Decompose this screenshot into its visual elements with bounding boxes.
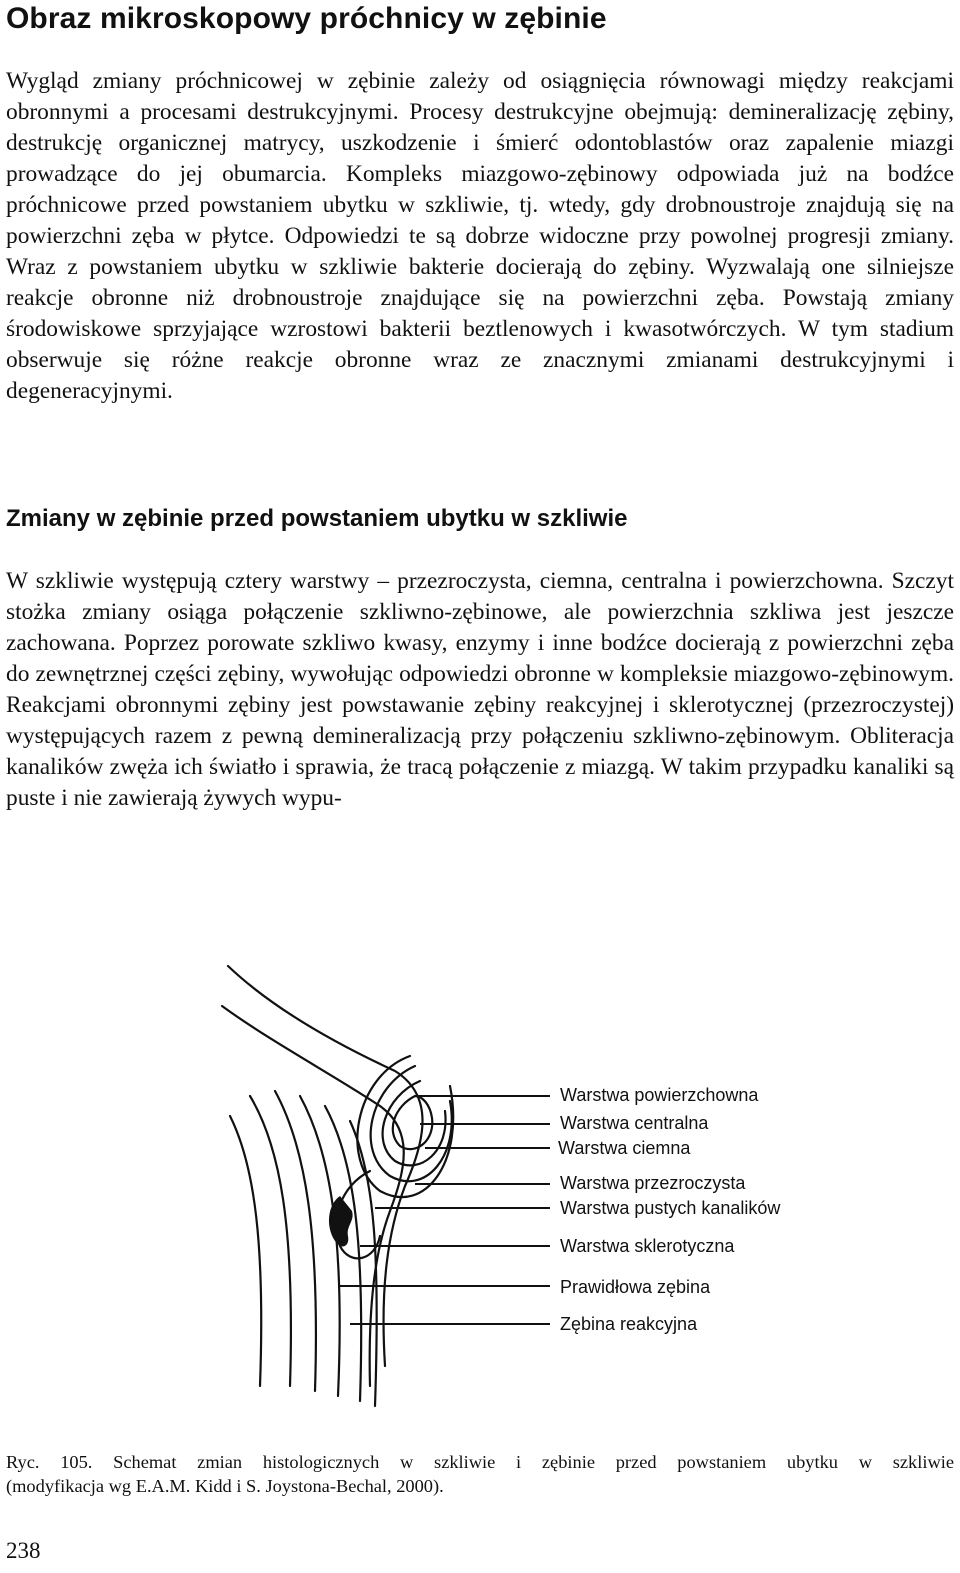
label-prawidlowa-zebina: Prawidłowa zębina [560,1277,711,1297]
caption-line: Ryc. 105. Schemat zmian histologicznych w szkliwie i zębinie przed powstaniem ubytku w szkliwie [6,1452,954,1472]
dentine-tubule [250,1096,291,1386]
subsection-title: Zmiany w zębinie przed powstaniem ubytku w szkliwie [6,505,628,532]
caption-line: (modyfikacja wg E.A.M. Kidd i S. Joystona-Bechal, 2000). [6,1476,444,1496]
label-warstwa-powierzchowna: Warstwa powierzchowna [560,1085,759,1105]
enamel-lesion-core [393,1096,433,1149]
label-zebina-reakcyjna: Zębina reakcyjna [560,1314,698,1334]
label-warstwa-przezroczysta: Warstwa przezroczysta [560,1173,746,1193]
figure-diagram [210,946,850,1442]
tooth-lesion-diagram [210,946,850,1442]
label-warstwa-centralna: Warstwa centralna [560,1113,709,1133]
label-warstwa-sklerotyczna: Warstwa sklerotyczna [560,1236,735,1256]
figure-caption [6,1450,954,1498]
section-title: Obraz mikroskopowy próchnicy w zębinie [6,2,607,35]
paragraph: W szkliwie występują cztery warstwy – przezroczysta, ciemna, centralna i powierzchowna. Szczyt stożka zmiany osiąga połączenie szkliwno-zębinowe, ale powierzchnia szkliwa jest jeszcze zachowana. Poprzez porowate szkliwo kwasy, enzymy i inne bodźce docierają z powierzchni zęba do zewnętrznej części zębiny, wywołując odpowiedzi obronne w kompleksie miazgowo-zębinowym. Reakcjami obronnymi zębiny jest powstawanie zębiny reakcyjnej i sklerotycznej (przezroczystej) występujących razem z pewną demineralizacją przy połączeniu szkliwno-zębinowym. Obliteracja kanalików zwęża ich światło i sprawia, że tracą połączenie z miazgą. W takim przypadku kanaliki są puste i nie zawierają żywych wypu- [6,568,954,811]
page-number: 238 [6,1538,41,1563]
paragraph: Wygląd zmiany próchnicowej w zębinie zależy od osiągnięcia równowagi między reakcjami obronnymi a procesami destrukcyjnymi. Procesy destrukcyjne obejmują: demineralizację zębiny, destrukcję organicznej matrycy, uszkodzenie i śmierć odontoblastów oraz zapalenie miazgi prowadzące do jej obumarcia. Kompleks miazgowo-zębinowy odpowiada już na bodźce próchnicowe przed powstaniem ubytku w szkliwie, tj. wtedy, gdy drobnoustroje znajdują się na powierzchni zęba w płytce. Odpowiedzi te są dobrze widoczne przy powolnej progresji zmiany. Wraz z powstaniem ubytku w szkliwie bakterie docierają do zębiny. Wyzwalają one silniejsze reakcje obronne niż drobnoustroje znajdujące się na powierzchni zęba. Powstają zmiany środowiskowe sprzyjające wzrostowi bakterii beztlenowych i kwasotwórczych. W tym stadium obserwuje się różne reakcje obronne wraz ze znacznymi zmianami destrukcyjnymi i degeneracyjnymi. [6,68,954,404]
label-warstwa-pustych-kanalikow: Warstwa pustych kanalików [560,1198,781,1218]
dentine-tubule [275,1091,316,1391]
label-warstwa-ciemna: Warstwa ciemna [558,1138,691,1158]
